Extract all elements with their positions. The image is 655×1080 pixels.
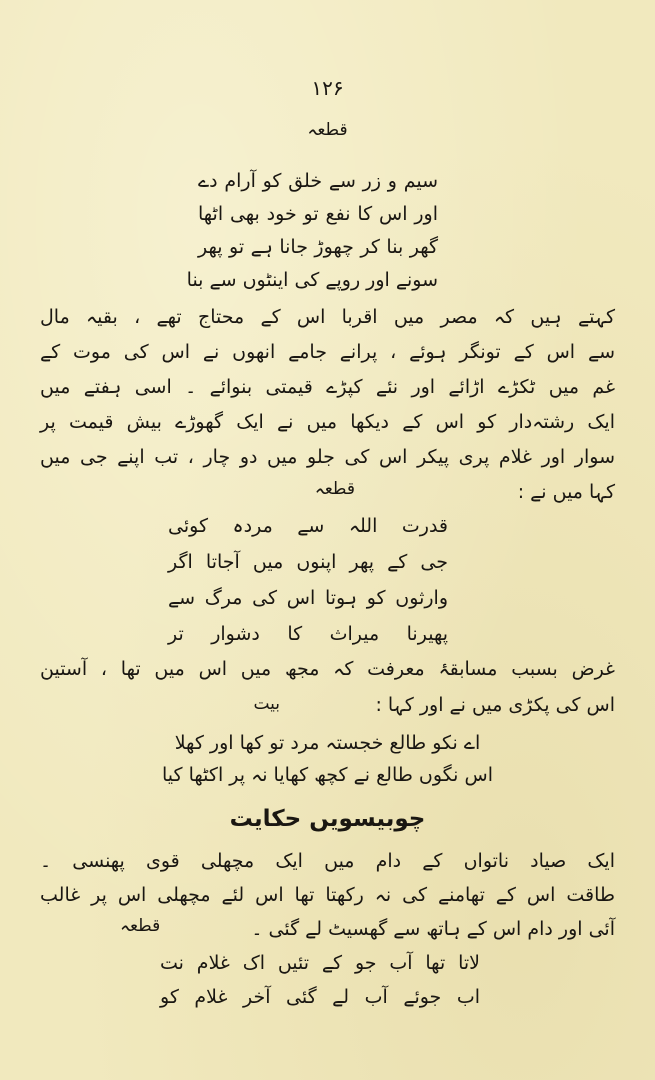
verse-line: اب جوئے آب لے گئی آخر غلام کو: [160, 986, 480, 1008]
verse-line: وارثوں کو ہوتا اس کی مرگ سے: [168, 587, 448, 609]
prose-line: آئی اور دام اس کے ہاتھ سے گھسیٹ لے گئی ۔: [251, 918, 615, 940]
prose-line: سوار اور غلام پری پیکر اس کی جلو میں دو چار ، تب اپنے جی میں: [40, 446, 615, 468]
prose-line: ایک رشتہ‌دار کو اس کے دیکھا میں نے ایک گھوڑے بیش قیمت پر: [40, 411, 615, 433]
verse-line: گھر بنا کر چھوڑ جانا ہے تو پھر: [198, 236, 438, 258]
prose-line: ایک صیاد ناتواں کے دام میں ایک مچھلی قوی پھنسی ۔: [40, 850, 615, 872]
prose-line: غم میں ٹکڑے اڑائے اور نئے کپڑے قیمتی بنوائے ۔ اسی ہفتے میں: [40, 376, 615, 398]
qita-heading: قطعہ: [307, 120, 348, 140]
qita-verses-2: [168, 515, 448, 645]
verse-line: اور اس کا نفع تو خود بھی اٹھا: [198, 203, 438, 225]
prose-line: غرض بسبب مسابقۂ معرفت کہ مجھ میں اس میں تھا ، آستین: [40, 658, 615, 680]
verse-line: سیم و زر سے خلق کو آرام دے: [198, 170, 438, 192]
verse-line: جی کے پھر اپنوں میں آجاتا اگر: [168, 551, 448, 573]
verse-line: لاتا تھا آب جو کے تئیں اک غلام نت: [160, 952, 480, 974]
page-number: ۱۲۶: [311, 76, 344, 100]
qita-verses-1: [186, 170, 438, 300]
bayt-verse: اس نگوں طالع نے کچھ کھایا نہ پر اکٹھا کیا: [162, 764, 493, 786]
prose-line: کہا میں نے :: [517, 481, 615, 503]
bayt-heading-inline: بیت: [253, 694, 280, 714]
bayt-verse: اے نکو طالع خجستہ مرد تو کھا اور کھلا: [174, 732, 481, 754]
qita-heading-inline: قطعہ: [120, 916, 161, 936]
chapter-title: چوبیسویں حکایت: [229, 806, 426, 832]
verse-line: قدرت اللہ سے مردہ کوئی: [168, 515, 448, 537]
verse-line: سونے اور روپے کی اینٹوں سے بنا: [186, 269, 438, 291]
prose-line: کہتے ہیں کہ مصر میں اقربا اس کے محتاج تھے ، بقیہ مال: [40, 306, 615, 328]
verse-line: پھیرنا میراث کا دشوار تر: [168, 623, 448, 645]
qita-heading-inline: قطعہ: [314, 479, 355, 499]
prose-line: طاقت اس کے تھامنے کی نہ رکھتا تھا اس لئے مچھلی اس پر غالب: [40, 884, 615, 906]
prose-line: سے اس کے تونگر ہوئے ، پرانے جامے انھوں نے اس کی موت کے: [40, 341, 615, 363]
qita-verses-3: [160, 952, 480, 1022]
prose-line: اس کی پکڑی میں نے اور کہا :: [375, 694, 615, 716]
